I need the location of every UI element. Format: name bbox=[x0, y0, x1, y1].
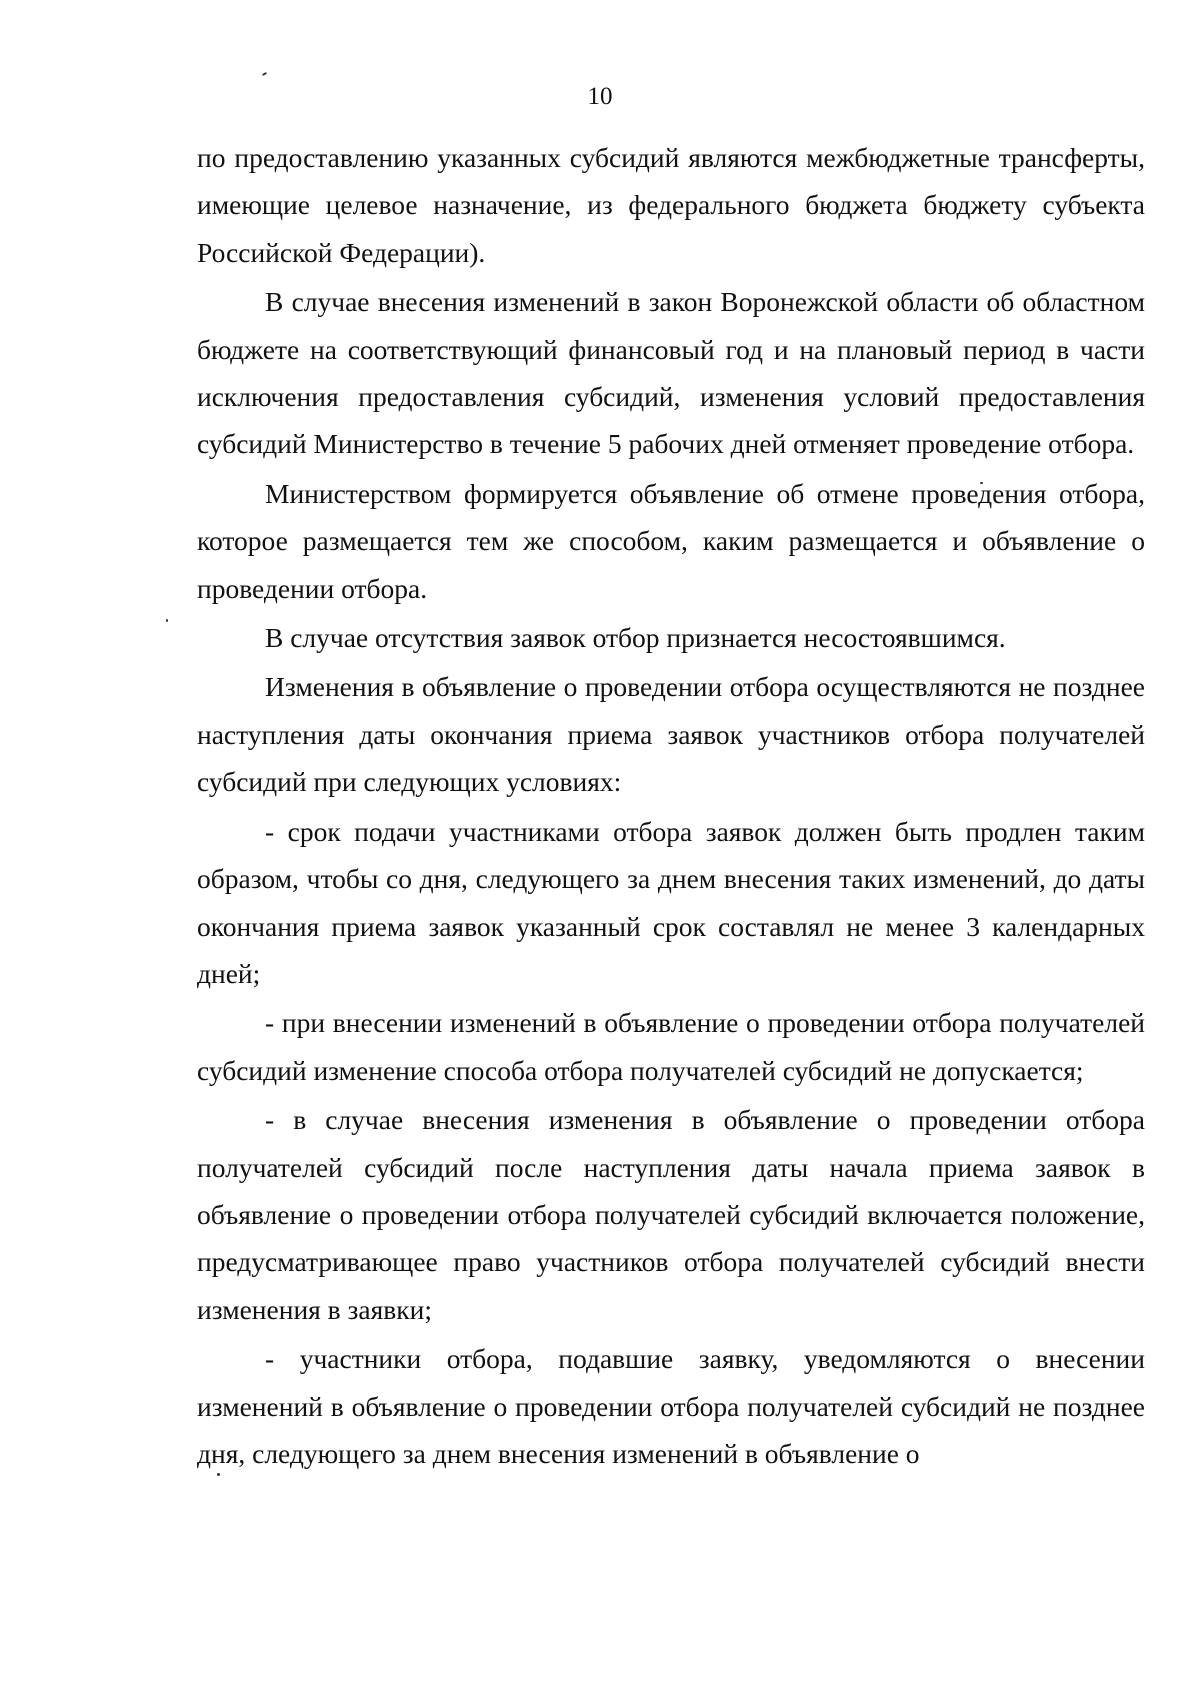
list-item-right-to-amend: - в случае внесения изменения в объявление о проведении отбора получателей субсидий после наступления даты начала приема заявок в объявление о проведении отбора получателей субсидий включается положение, предусматривающее право участников отбора получателей субсидий внести изменения в заявки; bbox=[197, 1104, 1145, 1325]
paragraph-budget-changes: В случае внесения изменений в закон Воронежской области об областном бюджете на соответствующий финансовый год и на плановый период в части исключения предоставления субсидий, изменения условий предоставления субсидий Министерство в течение 5 рабочих дней отменяет проведение отбора. bbox=[197, 286, 1145, 460]
paragraph-no-applications: В случае отсутствия заявок отбор признается несостоявшимся. bbox=[265, 622, 1006, 654]
page-number: 10 bbox=[587, 83, 613, 110]
paragraph-continuation: по предоставлению указанных субсидий являются межбюджетные трансферты, имеющие целевое назначение, из федерального бюджета бюджету субъекта Российской Федерации). bbox=[197, 142, 1145, 268]
scan-speck bbox=[166, 619, 168, 622]
paragraph-cancellation-notice: Министерством формируется объявление об отмене проведения отбора, которое размещается тем же способом, каким размещается и объявление о проведении отбора. bbox=[197, 477, 1145, 604]
list-item-method-unchanged: - при внесении изменений в объявление о проведении отбора получателей субсидий изменение способа отбора получателей субсидий не допускается; bbox=[197, 1007, 1145, 1086]
list-item-participant-notification: - участники отбора, подавшие заявку, уведомляются о внесении изменений в объявление о проведении отбора получателей субсидий не позднее дня, следующего за днем внесения изменений в объявление о bbox=[197, 1343, 1145, 1469]
paragraph-announcement-changes: Изменения в объявление о проведении отбора осуществляются не позднее наступления даты окончания приема заявок участников отбора получателей субсидий при следующих условиях: bbox=[197, 671, 1145, 798]
scan-speck bbox=[262, 72, 267, 76]
body-text bbox=[197, 134, 1145, 1479]
list-item-deadline-extension: - срок подачи участниками отбора заявок должен быть продлен таким образом, чтобы со дня, следующего за днем внесения таких изменений, до даты окончания приема заявок указанный срок составлял не менее 3 календарных дней; bbox=[197, 815, 1145, 989]
